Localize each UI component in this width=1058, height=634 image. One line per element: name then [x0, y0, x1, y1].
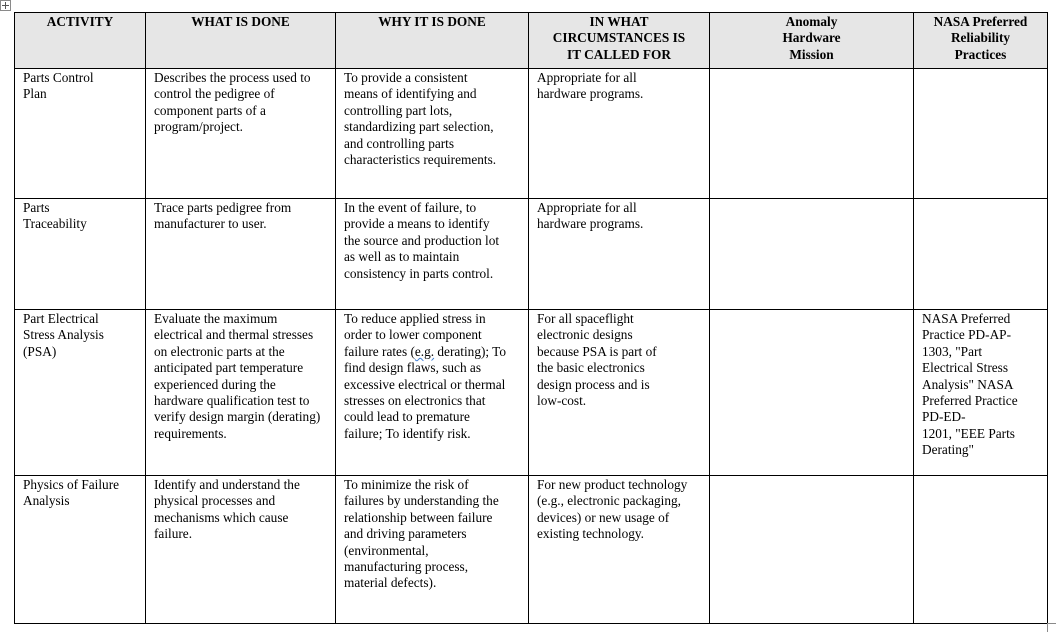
header-circumstances[interactable]: IN WHAT CIRCUMSTANCES IS IT CALLED FOR: [529, 13, 710, 69]
cell-why-it-is-done[interactable]: In the event of failure, to provide a means to identify the source and production lot as well as to maintain consistency in parts control.: [336, 199, 529, 310]
cell-what-is-done[interactable]: Identify and understand the physical processes and mechanisms which cause failure.: [146, 476, 336, 624]
cell-what-is-done[interactable]: Trace parts pedigree from manufacturer to user.: [146, 199, 336, 310]
cell-why-it-is-done[interactable]: To provide a consistent means of identifying and controlling part lots, standardizing part selection, and controlling parts characteristics requirements.: [336, 69, 529, 199]
cell-why-it-is-done[interactable]: [336, 310, 529, 476]
table-header-row: [15, 13, 1048, 69]
cell-nasa-practice[interactable]: NASA Preferred Practice PD-AP- 1303, "Part Electrical Stress Analysis" NASA Preferred Practice PD-ED- 1201, "EEE Parts Derating": [914, 310, 1048, 476]
table-row: [15, 69, 1048, 199]
table-move-handle-icon[interactable]: [0, 0, 11, 11]
cell-circumstances[interactable]: Appropriate for all hardware programs.: [529, 69, 710, 199]
cell-circumstances[interactable]: For new product technology (e.g., electronic packaging, devices) or new usage of existing technology.: [529, 476, 710, 624]
why-text-start: To reduce applied stress in order to lower component failure rates (: [344, 311, 486, 359]
cell-circumstances[interactable]: For all spaceflight electronic designs because PSA is part of the basic electronics design process and is low-cost.: [529, 310, 710, 476]
spellcheck-flagged-word[interactable]: e.g.: [414, 343, 435, 359]
cell-nasa-practice[interactable]: [914, 69, 1048, 199]
header-anomaly-hardware-mission[interactable]: Anomaly Hardware Mission: [710, 13, 914, 69]
header-nasa-preferred-practices[interactable]: NASA Preferred Reliability Practices: [914, 13, 1048, 69]
cell-nasa-practice[interactable]: [914, 476, 1048, 624]
header-activity[interactable]: ACTIVITY: [15, 13, 146, 69]
cell-anomaly[interactable]: [710, 199, 914, 310]
cell-anomaly[interactable]: [710, 310, 914, 476]
cell-activity[interactable]: Physics of Failure Analysis: [15, 476, 146, 624]
table-row: [15, 310, 1048, 476]
cell-circumstances[interactable]: Appropriate for all hardware programs.: [529, 199, 710, 310]
cell-activity[interactable]: Parts Control Plan: [15, 69, 146, 199]
why-text-end: derating); To find design flaws, such as excessive electrical or thermal stresses on electronics that could lead to premature failure; To identify risk.: [344, 343, 507, 441]
cell-what-is-done[interactable]: Describes the process used to control the pedigree of component parts of a program/project.: [146, 69, 336, 199]
cell-anomaly[interactable]: [710, 69, 914, 199]
header-what-is-done[interactable]: WHAT IS DONE: [146, 13, 336, 69]
table-row: [15, 476, 1048, 624]
cell-nasa-practice[interactable]: [914, 199, 1048, 310]
cell-activity[interactable]: Parts Traceability: [15, 199, 146, 310]
reliability-activities-table: [14, 12, 1048, 624]
table-resize-handle-icon[interactable]: [1047, 623, 1056, 632]
cell-what-is-done[interactable]: Evaluate the maximum electrical and thermal stresses on electronic parts at the anticipated part temperature experienced during the hardware qualification test to verify design margin (derating) requirements.: [146, 310, 336, 476]
cell-anomaly[interactable]: [710, 476, 914, 624]
cell-activity[interactable]: Part Electrical Stress Analysis (PSA): [15, 310, 146, 476]
cell-why-it-is-done[interactable]: To minimize the risk of failures by understanding the relationship between failure and driving parameters (environmental, manufacturing process, material defects).: [336, 476, 529, 624]
header-why-it-is-done[interactable]: WHY IT IS DONE: [336, 13, 529, 69]
table-row: [15, 199, 1048, 310]
